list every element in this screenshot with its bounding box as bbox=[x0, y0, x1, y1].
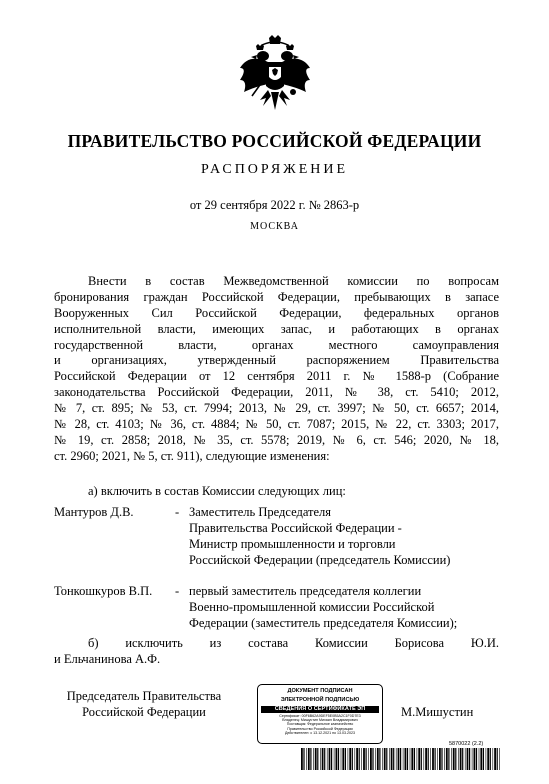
stamp-detail: Поставщик: Федеральное казначейство bbox=[286, 722, 354, 727]
doc-city: МОСКВА bbox=[250, 221, 299, 232]
person-role-line: Военно-промышленной комиссии Российской bbox=[189, 599, 435, 614]
intro-line: ст. 2960; 2021, № 5, ст. 911), следующие изменения: bbox=[54, 448, 330, 463]
doc-date-number: от 29 сентября 2022 г. № 2863-р bbox=[189, 198, 360, 212]
stamp-detail: Правительство Российской Федерации bbox=[287, 726, 353, 731]
stamp-heading: ЭЛЕКТРОННОЙ ПОДПИСЬЮ bbox=[280, 697, 360, 704]
person-role-line: Заместитель Председателя bbox=[189, 505, 332, 519]
intro-line: государственной власти, органах местного самоуправления bbox=[54, 337, 499, 352]
stamp-certificate-bar: СВЕДЕНИЯ О СЕРТИФИКАТЕ ЭП bbox=[261, 706, 379, 713]
intro-line: Российской Федерации от 12 сентября 2011 г. № 1588-р (Собрание bbox=[54, 369, 499, 384]
person-dash: - bbox=[175, 584, 180, 598]
coat-of-arms-emblem-icon bbox=[238, 34, 312, 114]
stamp-heading: ДОКУМЕНТ ПОДПИСАН bbox=[287, 688, 353, 694]
stamp-detail: Действителен: с 13.12.2021 по 13.03.2023 bbox=[284, 731, 356, 735]
signatory-title bbox=[54, 689, 234, 721]
person-role bbox=[189, 584, 457, 632]
person-role bbox=[189, 505, 450, 569]
person-role-line: Российской Федерации (председатель Комиссии) bbox=[189, 552, 451, 567]
person-role-line: первый заместитель председателя коллегии bbox=[189, 584, 422, 598]
intro-line: Вооруженных Сил Российской Федерации, федеральных органов bbox=[54, 305, 499, 320]
intro-line: Внести в состав Межведомственной комиссии по вопросам bbox=[88, 274, 499, 288]
person-dash: - bbox=[175, 505, 180, 519]
stamp-detail: Владелец: Мишустин Михаил Владимирович bbox=[282, 718, 358, 723]
person-role-line: Министр промышленности и торговли bbox=[189, 536, 396, 551]
intro-line: № 7, ст. 895; № 53, ст. 7994; 2013, № 29, ст. 3997; № 50, ст. 6657; 2014, bbox=[54, 401, 499, 416]
stamp-detail: Сертификат: 00F6B62A9DEF5E0B5A2C1F0D7E3 bbox=[279, 713, 361, 718]
person-name: Мантуров Д.В. bbox=[54, 505, 134, 519]
doc-code: 5870022 (2.2) bbox=[449, 741, 484, 747]
intro-line: законодательства Российской Федерации, 2011, № 38, ст. 5410; 2012, bbox=[54, 385, 499, 400]
person-name: Тонкошкуров В.П. bbox=[54, 584, 153, 598]
intro-line: бронирования граждан Российской Федерации, пребывающих в запасе bbox=[54, 289, 499, 304]
barcode-icon bbox=[301, 748, 501, 770]
intro-paragraph bbox=[54, 274, 499, 465]
item-b-line: б) исключить из состава Комиссии Борисова Ю.И. bbox=[88, 636, 499, 650]
org-title: ПРАВИТЕЛЬСТВО РОССИЙСКОЙ ФЕДЕРАЦИИ bbox=[67, 131, 482, 151]
person-role-line: Федерации (заместитель председателя Комиссии); bbox=[189, 615, 458, 630]
signatory-title-line: Российской Федерации bbox=[82, 704, 206, 719]
doc-type: РАСПОРЯЖЕНИЕ bbox=[200, 162, 349, 177]
intro-line: № 19, ст. 2858; 2018, № 35, ст. 5578; 2019, № 6, ст. 546; 2020, № 18, bbox=[54, 432, 499, 447]
person-role-line: Правительства Российской Федерации - bbox=[189, 520, 402, 535]
intro-line: и организациях, утвержденный распоряжением Правительства bbox=[54, 353, 499, 368]
item-b-line: и Ельчанинова А.Ф. bbox=[54, 652, 161, 666]
intro-line: исполнительной власти, имеющих запас, и работающих в органах bbox=[54, 321, 499, 336]
item-a-heading: а) включить в состав Комиссии следующих лиц: bbox=[88, 484, 346, 498]
electronic-signature-stamp bbox=[257, 684, 383, 744]
signatory-name: М.Мишустин bbox=[401, 705, 474, 719]
intro-line: № 28, ст. 4103; № 36, ст. 4884; № 50, ст. 7087; 2015, № 22, ст. 3303; 2017, bbox=[54, 417, 499, 432]
signatory-title-line: Председатель Правительства bbox=[66, 689, 222, 703]
